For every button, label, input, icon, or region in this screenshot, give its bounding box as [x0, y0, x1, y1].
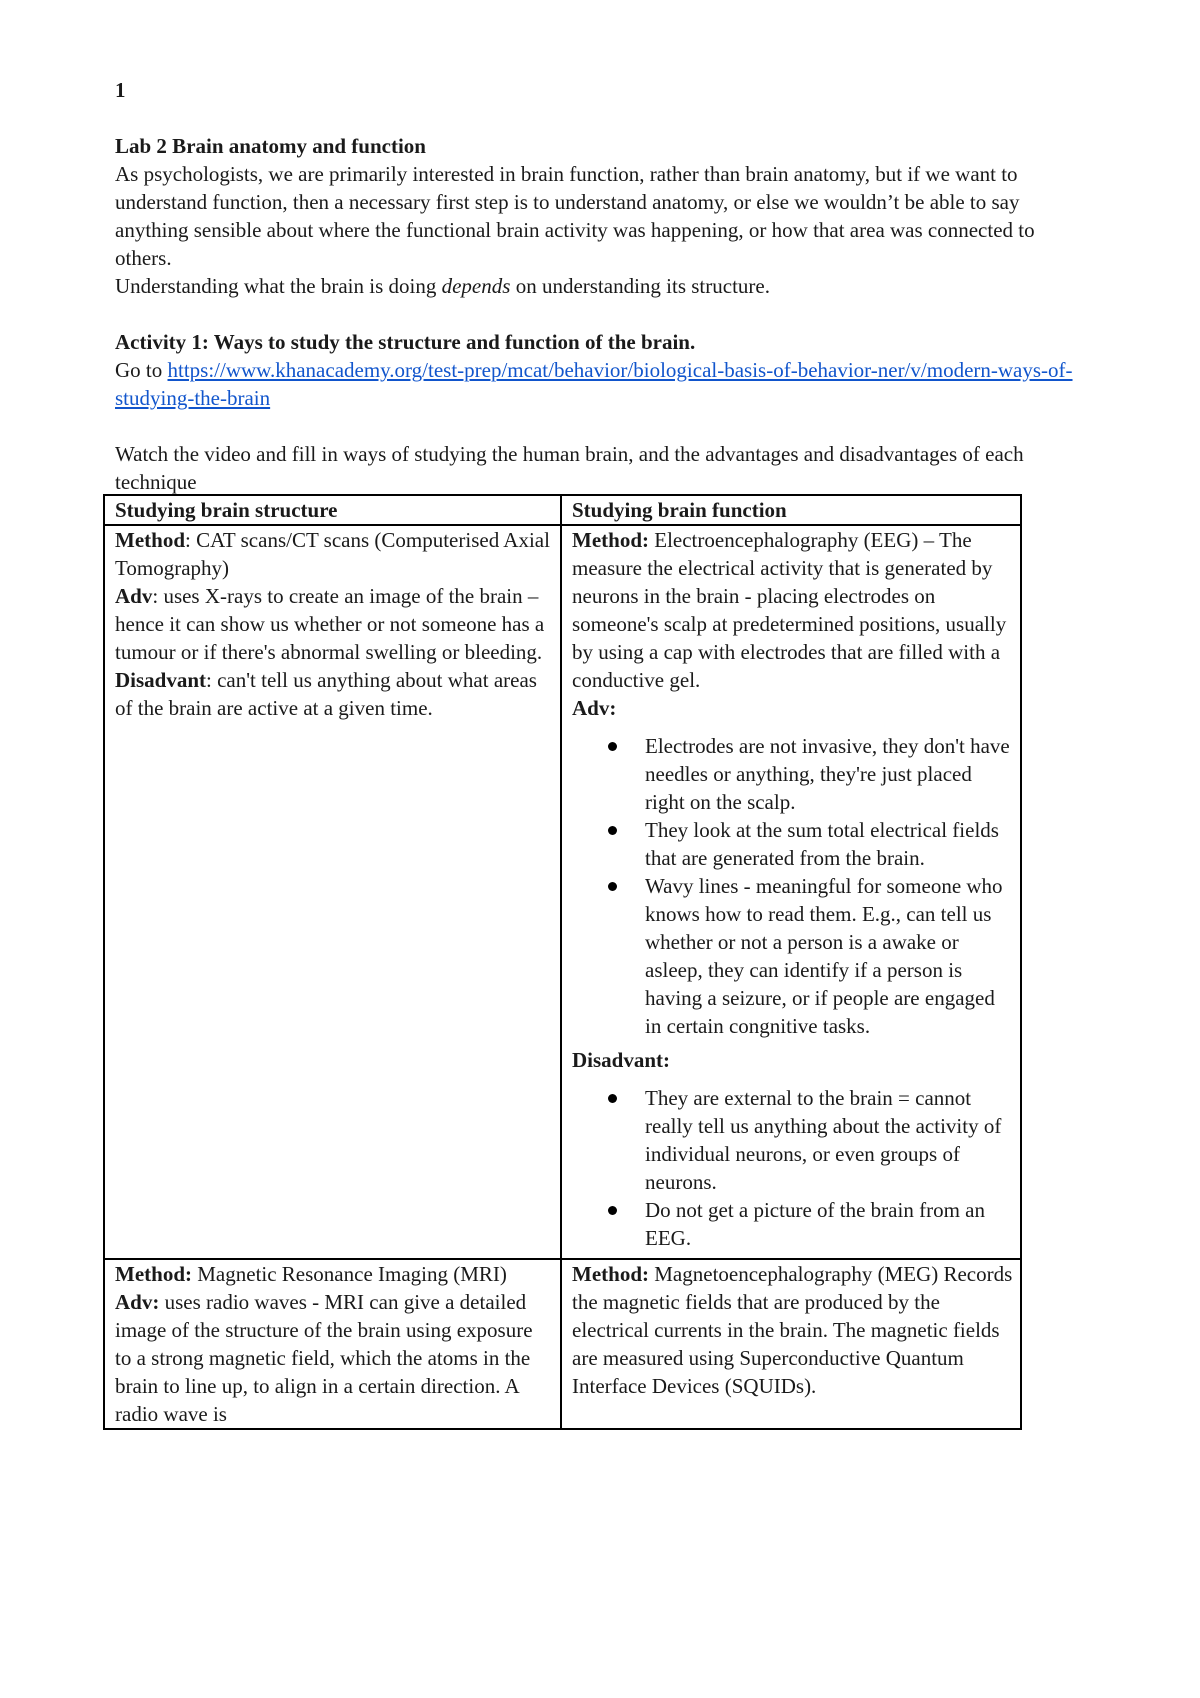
header-function: Studying brain function — [561, 495, 1021, 525]
intro-paragraph: As psychologists, we are primarily interested in brain function, rather than brain anatomy, but if we want to understand function, then a necessary first step is to understand anatomy, or else we wouldn’t be able to say anything sensible about where the functional brain activity was happening, or how that area was connected to others. — [115, 162, 1035, 270]
method-label: Method: — [572, 528, 649, 552]
method-para — [572, 1260, 1013, 1400]
understanding-after: on understanding its structure. — [510, 274, 770, 298]
understanding-line — [115, 272, 1075, 300]
video-link[interactable]: https://www.khanacademy.org/test-prep/mcat/behavior/biological-basis-of-behavior-ner/v/modern-ways-of-studying-the-brain — [115, 358, 1073, 410]
understanding-before: Understanding what the brain is doing — [115, 274, 442, 298]
disadv-label: Disadvant — [115, 668, 207, 692]
table-row — [104, 525, 1021, 1259]
adv-para — [115, 582, 553, 666]
adv-para — [115, 1288, 553, 1428]
list-item: Electrodes are not invasive, they don't have needles or anything, they're just placed right on the scalp. — [645, 732, 1013, 816]
disadv-para — [115, 666, 553, 722]
list-item: Wavy lines - meaningful for someone who knows how to read them. E.g., can tell us whether or not a person is a awake or asleep, they can identify if a person is having a seizure, or if people are engaged in certain congnitive tasks. — [645, 872, 1013, 1040]
emphasis-word: depends — [441, 274, 511, 298]
method-text: : CAT scans/CT scans (Computerised Axial Tomography) — [115, 528, 550, 580]
method-para — [115, 1260, 553, 1288]
disadv-text: : can't tell us anything about what areas of the brain are active at a given time. — [115, 668, 537, 720]
adv-label: Adv: — [572, 696, 617, 720]
method-text: Magnetoencephalography (MEG) Records the magnetic fields that are produced by the electrical currents in the brain. The magnetic fields are measured using Superconductive Quantum Interface Devices (SQUIDs). — [572, 1262, 1013, 1398]
page-number: 1 — [115, 78, 126, 102]
table-header-row — [104, 495, 1021, 525]
method-text: Magnetic Resonance Imaging (MRI) — [192, 1262, 507, 1286]
method-label: Method: — [572, 1262, 649, 1286]
adv-label: Adv: — [115, 1290, 160, 1314]
list-item: Do not get a picture of the brain from an EEG. — [645, 1196, 1013, 1252]
techniques-table — [103, 494, 1022, 1430]
activity-title: Activity 1: Ways to study the structure and function of the brain. — [115, 330, 696, 354]
cell-ct-scan — [104, 525, 561, 1259]
method-para — [572, 526, 1013, 694]
activity-instruction: Watch the video and fill in ways of studying the human brain, and the advantages and disadvantages of each technique — [115, 442, 1024, 494]
cell-mri — [104, 1259, 561, 1429]
disadv-label: Disadvant: — [572, 1048, 671, 1072]
cell-meg — [561, 1259, 1021, 1429]
method-text: Electroencephalography (EEG) – The measure the electrical activity that is generated by neurons in the brain - placing electrodes on someone's scalp at predetermined positions, usually by using a cap with electrodes that are filled with a conductive gel. — [572, 528, 1007, 692]
method-label: Method — [115, 528, 185, 552]
list-item: They look at the sum total electrical fields that are generated from the brain. — [645, 816, 1013, 872]
goto-prefix: Go to — [115, 358, 168, 382]
adv-text: uses radio waves - MRI can give a detailed image of the structure of the brain using exposure to a strong magnetic field, which the atoms in the brain to line up, to align in a certain direction. A radio wave is — [115, 1290, 533, 1426]
method-para — [115, 526, 553, 582]
list-item: They are external to the brain = cannot really tell us anything about the activity of individual neurons, or even groups of neurons. — [645, 1084, 1013, 1196]
table-row — [104, 1259, 1021, 1429]
adv-list — [572, 732, 1013, 1040]
adv-text: : uses X-rays to create an image of the brain – hence it can show us whether or not someone has a tumour or if there's abnormal swelling or bleeding. — [115, 584, 545, 664]
goto-line — [115, 356, 1075, 412]
header-structure: Studying brain structure — [104, 495, 561, 525]
method-label: Method: — [115, 1262, 192, 1286]
cell-eeg — [561, 525, 1021, 1259]
intro-section — [115, 132, 1075, 496]
adv-label: Adv — [115, 584, 153, 608]
disadv-list — [572, 1084, 1013, 1252]
lab-title: Lab 2 Brain anatomy and function — [115, 134, 426, 158]
